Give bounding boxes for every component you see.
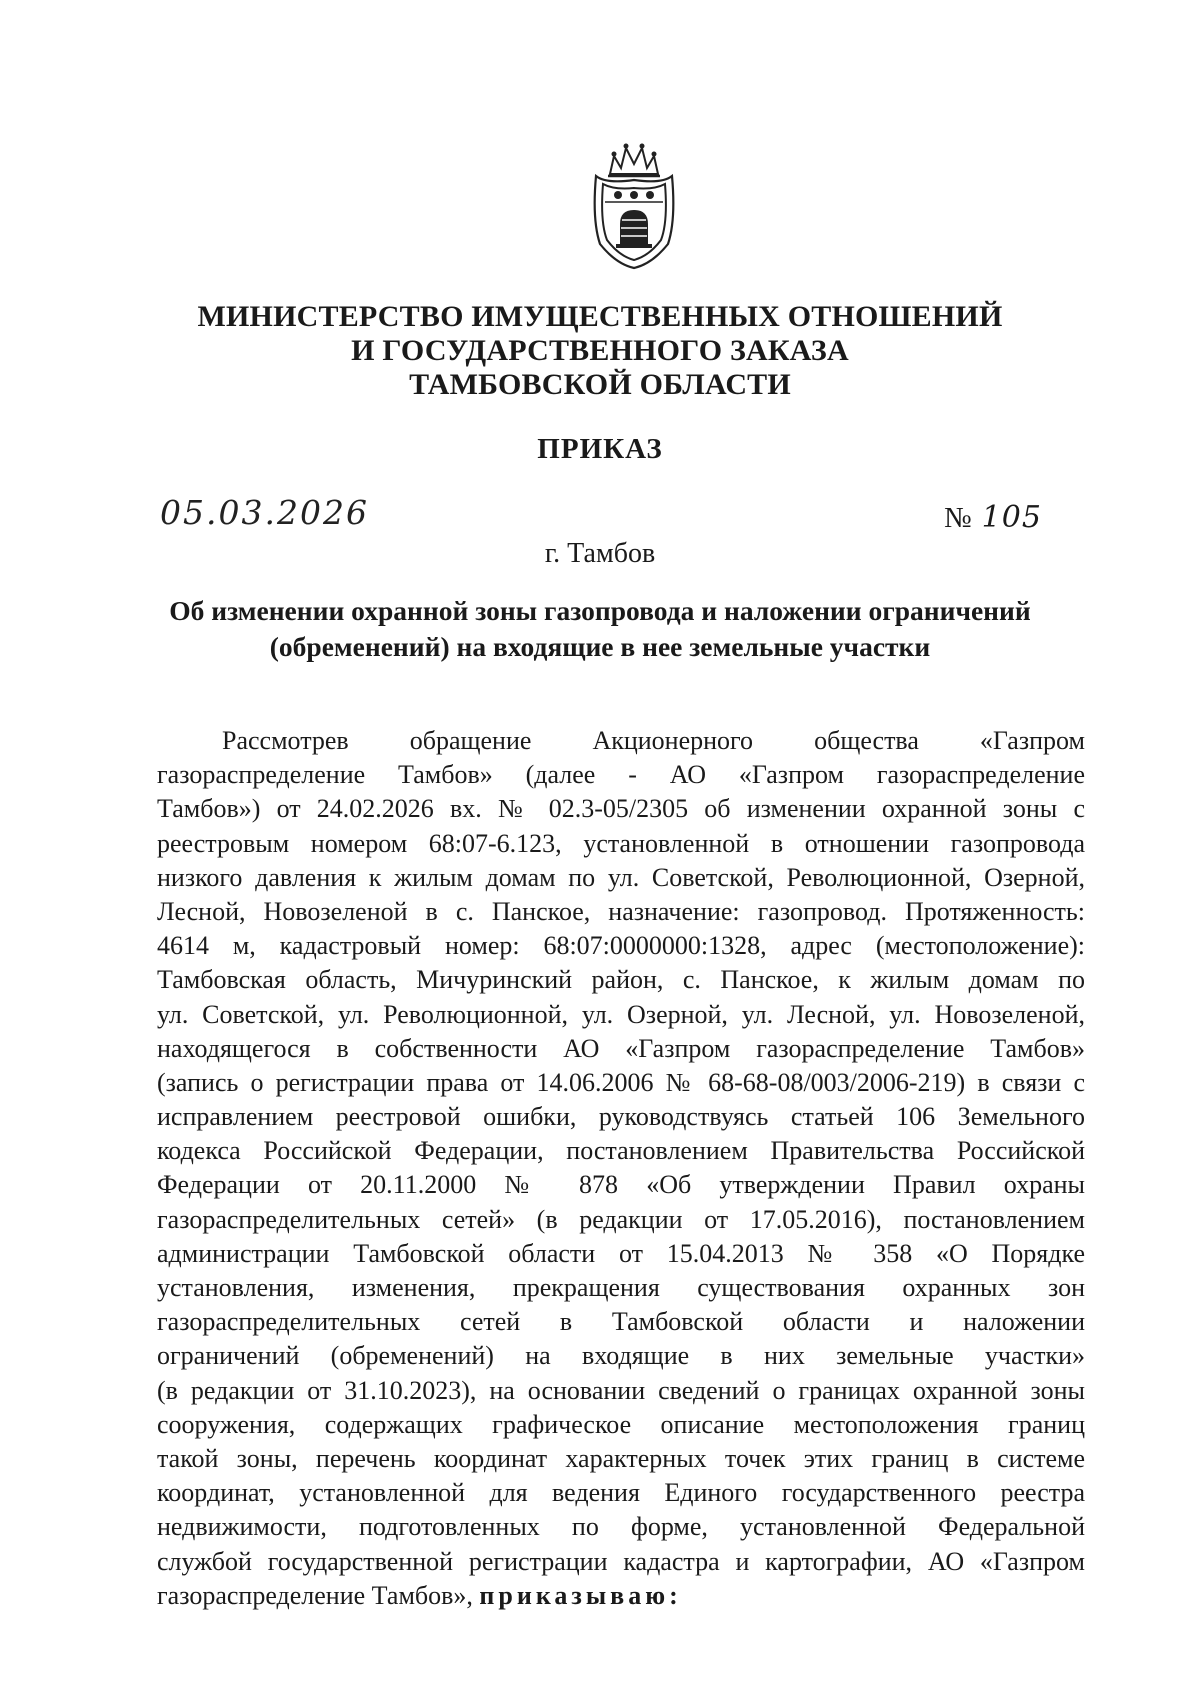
body-line: Рассмотрев обращение Акционерного общества «Газпром [222,726,1085,755]
body-line: 4614 м, кадастровый номер: 68:07:0000000:1328, адрес (местоположение): [157,931,1085,961]
ministry-line-2: И ГОСУДАРСТВЕННОГО ЗАКАЗА [351,334,849,367]
body-line: (запись о регистрации права от 14.06.2006 № 68-68-08/003/2006-219) в связи с [157,1067,1085,1097]
document-type: ПРИКАЗ [537,433,663,465]
body-line: (в редакции от 31.10.2023), на основании сведений о границах охранной зоны [157,1375,1085,1405]
body-line: Лесной, Новозеленой в с. Панское, назначение: газопровод. Протяженность: [157,896,1085,926]
ministry-line-3: ТАМБОВСКОЙ ОБЛАСТИ [409,368,791,401]
body-line: газораспределение Тамбов» (далее - АО «Газпром газораспределение [157,760,1085,790]
ministry-line-1: МИНИСТЕРСТВО ИМУЩЕСТВЕННЫХ ОТНОШЕНИЙ [197,300,1003,333]
body-line: такой зоны, перечень координат характерных точек этих границ в системе [157,1443,1085,1473]
body-line: находящегося в собственности АО «Газпром газораспределение Тамбов» [157,1033,1085,1063]
body-line: ограничений (обременений) на входящие в них земельные участки» [157,1341,1085,1371]
body-line: кодекса Российской Федерации, постановлением Правительства Российской [157,1136,1085,1166]
number-label: № [944,502,972,534]
order-directive: приказываю: [479,1580,682,1610]
document-subject [0,593,1200,665]
number-value: 105 [981,500,1042,535]
body-line: газораспределительных сетей в Тамбовской области и наложении [157,1307,1085,1337]
body-line: Тамбов») от 24.02.2026 вх. № 02.3-05/2305 об изменении охранной зоны с [157,794,1085,824]
body-line: установления, изменения, прекращения существования охранных зон [157,1273,1085,1302]
body-line: Тамбовская область, Мичуринский район, с. Панское, к жилым домам по [157,965,1085,995]
body-last-line [157,1579,1085,1613]
body-line: недвижимости, подготовленных по форме, установленной Федеральной [157,1512,1085,1542]
body-line: низкого давления к жилым домам по ул. Советской, Революционной, Озерной, [157,862,1085,892]
document-date: 05.03.2026 [160,493,369,532]
body-line: администрации Тамбовской области от 15.04.2013 № 358 «О Порядке [157,1238,1085,1268]
coat-of-arms-icon [588,140,680,270]
subject-line-2: (обременений) на входящие в нее земельные участки [269,631,931,662]
body-line: исправлением реестровой ошибки, руководствуясь статьей 106 Земельного [157,1102,1085,1132]
document-number [944,500,1042,535]
body-line: Федерации от 20.11.2000 № 878 «Об утверждении Правил охраны [157,1170,1085,1200]
body-line: сооружения, содержащих графическое описание местоположения границ [157,1409,1085,1439]
body-line: координат, установленной для ведения Единого государственного реестра [157,1478,1085,1508]
document-city: г. Тамбов [544,538,656,569]
ministry-name [0,300,1200,402]
body-line: газораспределительных сетей» (в редакции от 17.05.2016), постановлением [157,1204,1085,1234]
subject-line-1: Об изменении охранной зоны газопровода и наложении ограничений [169,595,1031,626]
body-line: службой государственной регистрации кадастра и картографии, АО «Газпром [157,1546,1085,1576]
document-body [157,724,1085,1613]
body-line: реестровым номером 68:07-6.123, установленной в отношении газопровода [157,828,1085,858]
body-last-line-text: газораспределение Тамбов», [157,1580,473,1610]
body-line: ул. Советской, ул. Революционной, ул. Озерной, ул. Лесной, ул. Новозеленой, [157,999,1085,1029]
